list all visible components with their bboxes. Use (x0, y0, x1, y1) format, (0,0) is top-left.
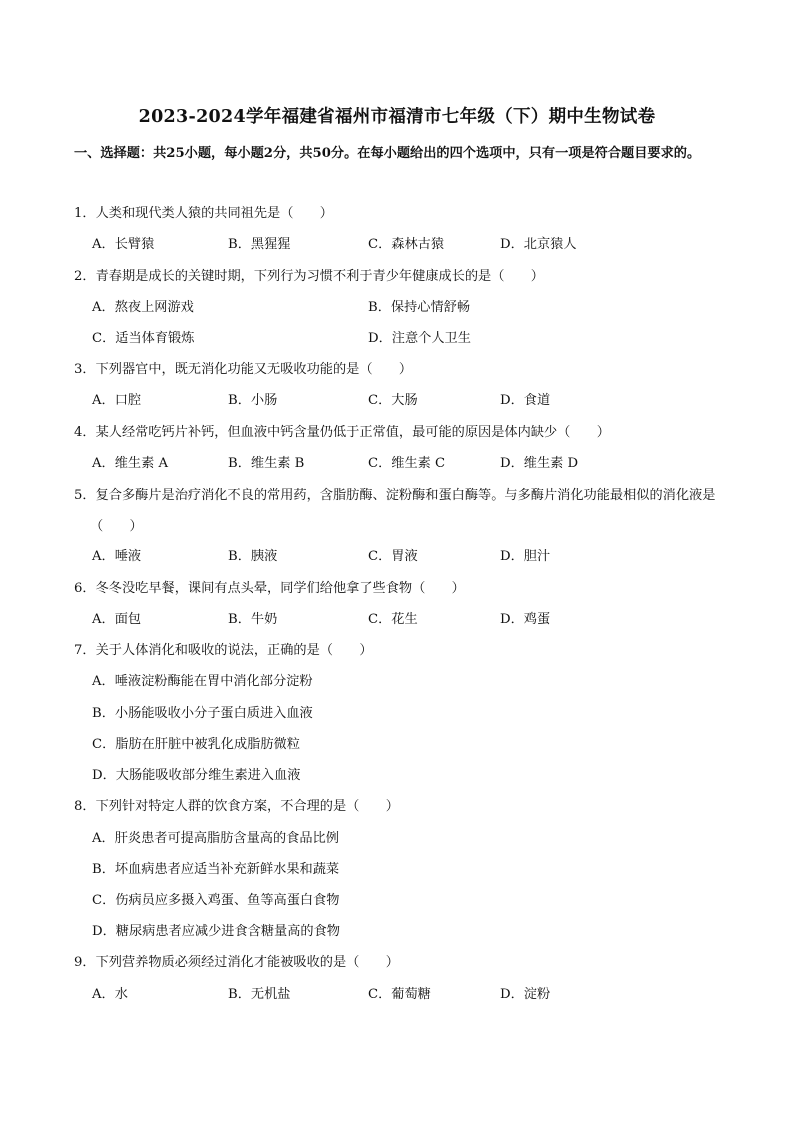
question-6-option-c: C．花生 (368, 612, 418, 627)
question-4-option-b: B．维生素 B (228, 456, 305, 471)
question-5-stem-text: 5．复合多酶片是治疗消化不良的常用药，含脂肪酶、淀粉酶和蛋白酶等。与多酶片消化功能最相似的消化液是（ ） (74, 488, 716, 534)
question-2-stem: 2．青春期是成长的关键时期，下列行为习惯不利于青少年健康成长的是（ ） (74, 269, 544, 284)
question-4-option-a: A．维生素 A (92, 456, 168, 471)
question-4-stem: 4．某人经常吃钙片补钙，但血液中钙含量仍低于正常值，最可能的原因是体内缺少（ ） (74, 425, 610, 440)
question-8-option-d: D．糖尿病患者应减少进食含糖量高的食物 (92, 924, 340, 939)
question-3-stem: 3．下列器官中，既无消化功能又无吸收功能的是（ ） (74, 362, 413, 377)
question-2-option-a: A．熬夜上网游戏 (92, 300, 194, 315)
question-3-option-d: D．食道 (500, 393, 551, 408)
question-3-option-a: A．口腔 (92, 393, 142, 408)
question-1-option-c: C．森林古猿 (368, 237, 445, 252)
question-1-option-b: B．黑猩猩 (228, 237, 291, 252)
question-8-option-c: C．伤病员应多摄入鸡蛋、鱼等高蛋白食物 (92, 893, 340, 908)
question-9-option-d: D．淀粉 (500, 987, 551, 1002)
question-5-option-c: C．胃液 (368, 549, 418, 564)
question-6-option-d: D．鸡蛋 (500, 612, 551, 627)
question-8-stem: 8．下列针对特定人群的饮食方案，不合理的是（ ） (74, 799, 399, 814)
question-2-option-b: B．保持心情舒畅 (368, 300, 471, 315)
question-7-option-b: B．小肠能吸收小分子蛋白质进入血液 (92, 706, 313, 721)
question-4-option-c: C．维生素 C (368, 456, 446, 471)
question-7-option-c: C．脂肪在肝脏中被乳化成脂肪微粒 (92, 737, 300, 752)
exam-title: 2023-2024学年福建省福州市福清市七年级（下）期中生物试卷 (138, 107, 656, 127)
question-9-option-b: B．无机盐 (228, 987, 291, 1002)
question-6-option-b: B．牛奶 (228, 612, 278, 627)
question-3-option-c: C．大肠 (368, 393, 418, 408)
question-6-stem: 6．冬冬没吃早餐，课间有点头晕，同学们给他拿了些食物（ ） (74, 581, 465, 596)
question-7-option-a: A．唾液淀粉酶能在胃中消化部分淀粉 (92, 674, 313, 689)
question-2-option-c: C．适当体育锻炼 (92, 331, 195, 346)
question-1-option-a: A．长臂猿 (92, 237, 155, 252)
question-1-option-d: D．北京猿人 (500, 237, 577, 252)
question-5-option-b: B．胰液 (228, 549, 278, 564)
question-2-option-d: D．注意个人卫生 (368, 331, 471, 346)
question-5-stem (74, 480, 724, 542)
question-7-option-d: D．大肠能吸收部分维生素进入血液 (92, 768, 301, 783)
section-heading: 一、选择题：共25小题，每小题2分，共50分。在每小题给出的四个选项中，只有一项是符合题目要求的。 (74, 146, 701, 161)
question-4-option-d: D．维生素 D (500, 456, 579, 471)
question-9-stem: 9．下列营养物质必须经过消化才能被吸收的是（ ） (74, 955, 399, 970)
question-3-option-b: B．小肠 (228, 393, 278, 408)
question-8-option-b: B．坏血病患者应适当补充新鲜水果和蔬菜 (92, 862, 340, 877)
question-9-option-c: C．葡萄糖 (368, 987, 431, 1002)
question-5-option-a: A．唾液 (92, 549, 142, 564)
question-6-option-a: A．面包 (92, 612, 142, 627)
question-7-stem: 7．关于人体消化和吸收的说法，正确的是（ ） (74, 643, 373, 658)
question-5-option-d: D．胆汁 (500, 549, 551, 564)
question-8-option-a: A．肝炎患者可提高脂肪含量高的食品比例 (92, 831, 339, 846)
question-1-stem: 1．人类和现代类人猿的共同祖先是（ ） (74, 206, 333, 221)
question-9-option-a: A．水 (92, 987, 128, 1002)
